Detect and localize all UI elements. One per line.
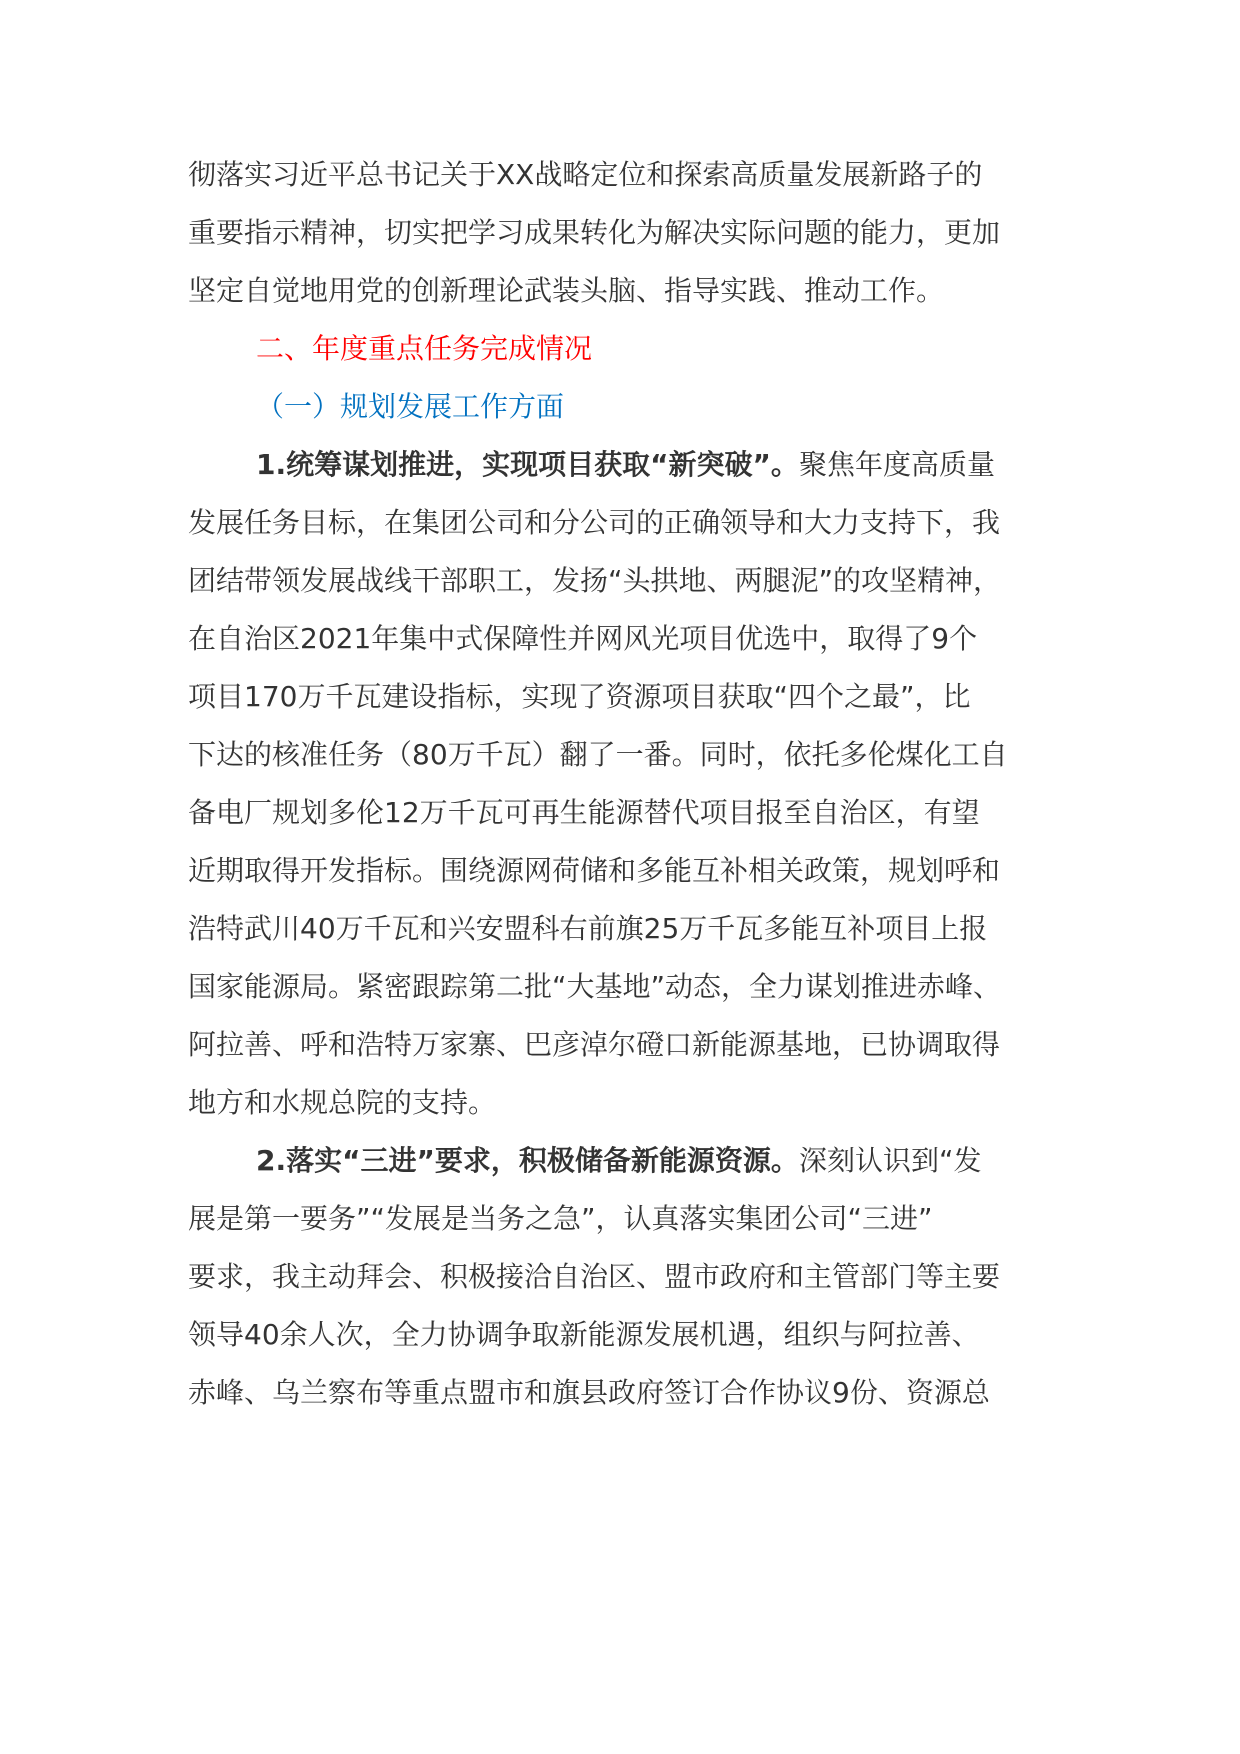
- item-first-line: [256, 1141, 981, 1181]
- body-text-line: 在自治区2021年集中式保障性并网风光项目优选中，取得了9个: [188, 622, 978, 655]
- item-title: 1.统筹谋划推进，实现项目获取“新突破”。: [256, 448, 799, 481]
- body-text-line: 近期取得开发指标。围绕源网荷储和多能互补相关政策，规划呼和: [188, 854, 1001, 887]
- body-text-line: 浩特武川40万千瓦和兴安盟科右前旗25万千瓦多能互补项目上报: [188, 912, 988, 945]
- body-text-line: 阿拉善、呼和浩特万家寨、巴彦淖尔磴口新能源基地，已协调取得: [188, 1028, 1001, 1061]
- body-text-line: 地方和水规总院的支持。: [188, 1086, 497, 1119]
- body-text-line: 领导40余人次，全力协调争取新能源发展机遇，组织与阿拉善、: [188, 1318, 980, 1351]
- body-text-line: 备电厂规划多伦12万千瓦可再生能源替代项目报至自治区，有望: [188, 796, 980, 829]
- item-first-line: [256, 445, 995, 485]
- item-lead-text: 聚焦年度高质量: [798, 448, 995, 481]
- body-text-line: 坚定自觉地用党的创新理论武装头脑、指导实践、推动工作。: [188, 274, 945, 307]
- body-text-line: 下达的核准任务（80万千瓦）翻了一番。同时，依托多伦煤化工自: [188, 738, 1008, 771]
- body-text-line: 展是第一要务”“发展是当务之急”，认真落实集团公司“三进”: [188, 1202, 933, 1235]
- item-title: 2.落实“三进”要求，积极储备新能源资源。: [256, 1144, 799, 1177]
- body-text-line: 国家能源局。紧密跟踪第二批“大基地”动态，全力谋划推进赤峰、: [188, 970, 1002, 1003]
- body-text-line: 赤峰、乌兰察布等重点盟市和旗县政府签订合作协议9份、资源总: [188, 1376, 990, 1409]
- body-text-line: 要求，我主动拜会、积极接洽自治区、盟市政府和主管部门等主要: [188, 1260, 1001, 1293]
- body-text-line: 彻落实习近平总书记关于XX战略定位和探索高质量发展新路子的: [188, 158, 983, 191]
- item-lead-text: 深刻认识到“发: [798, 1144, 982, 1177]
- subsection-heading: （一）规划发展工作方面: [256, 390, 565, 423]
- section-heading: 二、年度重点任务完成情况: [256, 332, 593, 365]
- body-text-line: 项目170万千瓦建设指标，实现了资源项目获取“四个之最”，比: [188, 680, 971, 713]
- body-text-line: 重要指示精神，切实把学习成果转化为解决实际问题的能力，更加: [188, 216, 1001, 249]
- body-text-line: 团结带领发展战线干部职工，发扬“头拱地、两腿泥”的攻坚精神，: [188, 564, 1002, 597]
- body-text-line: 发展任务目标，在集团公司和分公司的正确领导和大力支持下，我: [188, 506, 1001, 539]
